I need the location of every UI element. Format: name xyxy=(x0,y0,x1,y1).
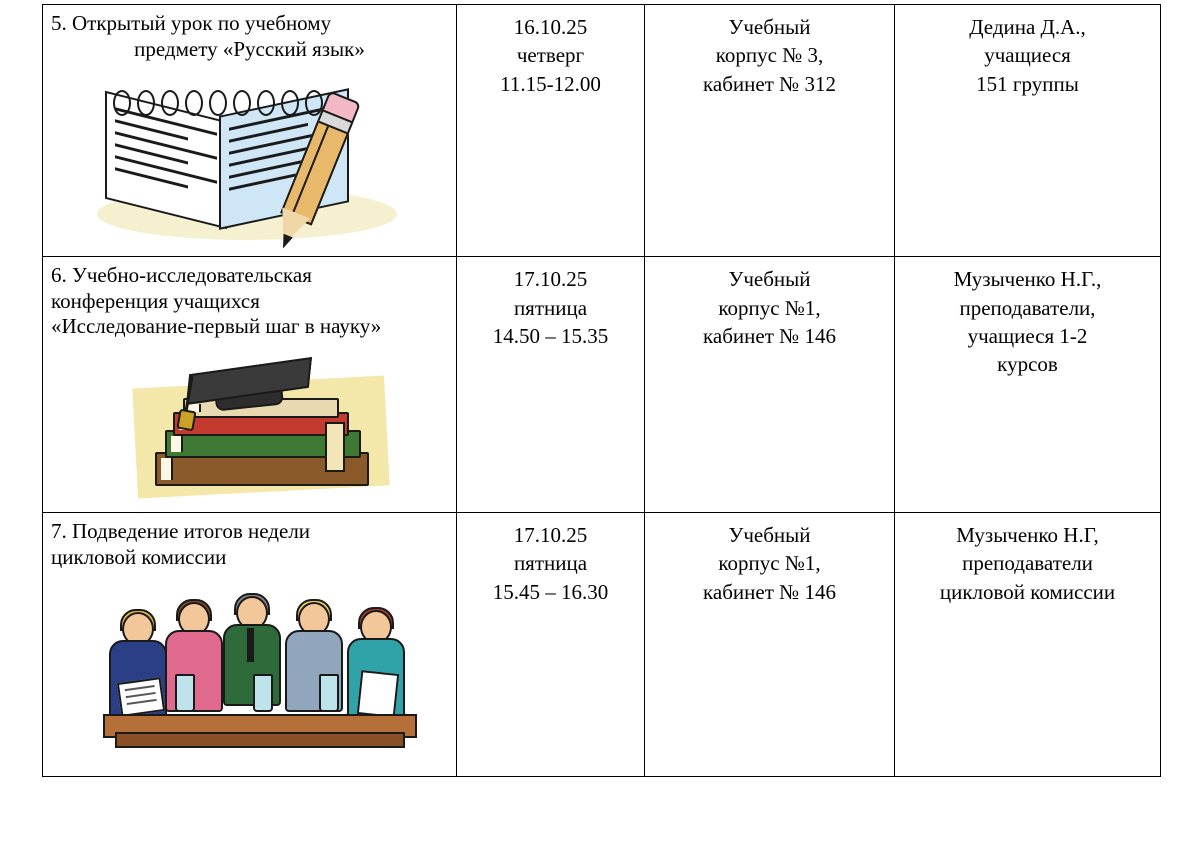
people-line: учащиеся 1-2 xyxy=(967,323,1088,348)
place-line: кабинет № 312 xyxy=(703,71,836,96)
date-line: 16.10.25 xyxy=(513,15,588,39)
date-weekday: пятница xyxy=(513,551,588,576)
table-row xyxy=(43,5,1161,257)
people-line: Музыченко Н.Г, xyxy=(956,523,1099,548)
people-line: учащиеся xyxy=(984,43,1071,68)
date-line: 17.10.25 xyxy=(513,523,588,548)
date-weekday: пятница xyxy=(513,295,588,320)
place-cell xyxy=(645,257,895,513)
schedule-table xyxy=(42,4,1161,777)
place-line: кабинет № 146 xyxy=(703,579,836,604)
people-line: преподаватели, xyxy=(959,295,1096,320)
place-line: Учебный xyxy=(728,523,811,548)
people-line: цикловой комиссии xyxy=(939,579,1116,604)
place-cell xyxy=(645,513,895,777)
event-title-line2: конференция учащихся xyxy=(51,288,260,313)
calendar-pencil-icon xyxy=(57,68,437,248)
date-time: 11.15-12.00 xyxy=(500,71,601,96)
place-line: кабинет № 146 xyxy=(703,323,836,348)
event-cell xyxy=(43,513,457,777)
date-time: 15.45 – 16.30 xyxy=(492,579,609,604)
table-row xyxy=(43,257,1161,513)
event-title-line1: 7. Подведение итогов недели xyxy=(51,519,311,544)
date-cell xyxy=(457,5,645,257)
date-cell xyxy=(457,513,645,777)
people-line: Дедина Д.А., xyxy=(969,15,1086,39)
people-line: 151 группы xyxy=(976,71,1079,96)
event-title-line3: «Исследование-первый шаг в науку» xyxy=(51,314,382,339)
event-title-line1: 5. Открытый урок по учебному xyxy=(51,11,332,35)
meeting-people-icon xyxy=(103,576,423,762)
place-line: Учебный xyxy=(728,15,811,39)
date-weekday: четверг xyxy=(516,43,585,68)
people-line: Музыченко Н.Г., xyxy=(953,267,1102,292)
date-time: 14.50 – 15.35 xyxy=(492,323,609,348)
place-cell xyxy=(645,5,895,257)
event-title-line2: цикловой комиссии xyxy=(51,544,227,569)
place-line: Учебный xyxy=(728,267,811,292)
event-cell xyxy=(43,257,457,513)
date-line: 17.10.25 xyxy=(513,267,588,292)
people-cell xyxy=(895,257,1161,513)
place-line: корпус № 3, xyxy=(715,43,824,68)
event-cell xyxy=(43,5,457,257)
event-title-line2: предмету «Русский язык» xyxy=(134,36,365,61)
books-graduation-cap-icon xyxy=(129,348,397,500)
place-line: корпус №1, xyxy=(718,551,821,576)
people-line: курсов xyxy=(997,352,1058,377)
date-cell xyxy=(457,257,645,513)
people-cell xyxy=(895,5,1161,257)
place-line: корпус №1, xyxy=(718,295,821,320)
table-row xyxy=(43,513,1161,777)
people-cell xyxy=(895,513,1161,777)
event-title-line1: 6. Учебно-исследовательская xyxy=(51,263,312,288)
people-line: преподаватели xyxy=(962,551,1093,576)
